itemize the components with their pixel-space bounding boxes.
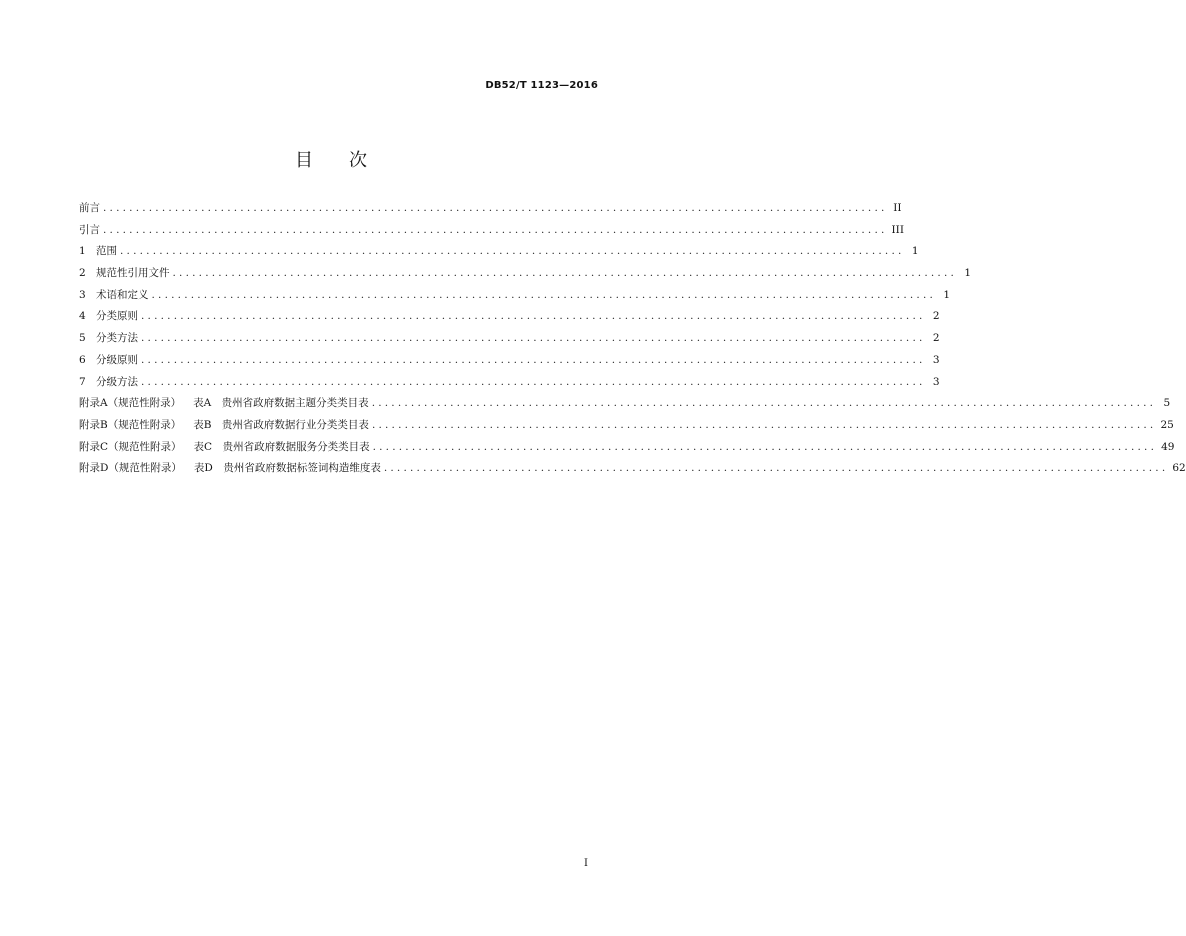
toc-entry[interactable] — [79, 243, 919, 265]
toc-leader-dots: ........................................................................................................................ — [141, 332, 926, 345]
toc-leader-dots: ........................................................................................................................ — [103, 202, 888, 214]
toc-entry-page: 3 — [932, 375, 940, 388]
table-of-contents — [79, 200, 1186, 482]
toc-title-char-2: 次 — [349, 150, 367, 171]
toc-entry-page: 62 — [1172, 462, 1186, 475]
toc-entry-label: 分级原则 — [96, 353, 138, 366]
toc-entry-label: 表D 贵州省政府数据标签词构造维度表 — [193, 462, 381, 475]
toc-entry[interactable] — [79, 417, 1174, 439]
toc-entry-page: 25 — [1160, 418, 1174, 431]
toc-annex-label: 附录D（规范性附录） — [79, 462, 182, 475]
toc-leader-dots: ........................................................................................................................ — [103, 223, 888, 236]
toc-entry-label: 引言 — [79, 223, 100, 236]
toc-leader-dots: ........................................................................................................................ — [371, 418, 1157, 431]
toc-leader-dots: ........................................................................................................................ — [151, 288, 937, 301]
toc-entry-page: II — [893, 202, 902, 214]
toc-entry-label: 分级方法 — [96, 375, 138, 388]
toc-entry-page: 1 — [911, 245, 919, 258]
toc-entry-number: 5 — [79, 332, 86, 345]
toc-leader-dots: ........................................................................................................................ — [120, 245, 905, 258]
toc-entry-page: 49 — [1161, 440, 1175, 453]
toc-leader-dots: ........................................................................................................................ — [371, 397, 1157, 410]
toc-annex-label: 附录B（规范性附录） — [79, 418, 182, 431]
toc-entry-number: 4 — [79, 310, 86, 323]
toc-entry-page: 1 — [943, 288, 951, 301]
toc-entry[interactable] — [79, 222, 904, 244]
toc-entry-number: 2 — [79, 267, 86, 280]
toc-annex-label: 附录C（规范性附录） — [79, 440, 182, 453]
toc-entry-number: 1 — [79, 245, 86, 258]
toc-entry-number: 3 — [79, 288, 86, 301]
toc-entry-label: 规范性引用文件 — [96, 267, 170, 280]
toc-entry-label: 分类方法 — [96, 332, 138, 345]
toc-entry[interactable] — [79, 265, 972, 287]
toc-entry-page: 2 — [932, 332, 940, 345]
toc-entry[interactable] — [79, 352, 940, 374]
toc-entry-page: 3 — [932, 353, 940, 366]
toc-title — [0, 146, 662, 172]
toc-entry-label: 表C 贵州省政府数据服务分类类目表 — [193, 440, 370, 453]
page-number: I — [584, 858, 588, 869]
toc-annex-label: 附录A（规范性附录） — [79, 397, 182, 410]
toc-leader-dots: ........................................................................................................................ — [141, 310, 926, 323]
toc-leader-dots: ........................................................................................................................ — [372, 440, 1158, 453]
toc-leader-dots: ........................................................................................................................ — [383, 462, 1169, 475]
toc-leader-dots: ........................................................................................................................ — [141, 353, 926, 366]
toc-entry[interactable] — [79, 330, 940, 352]
toc-entry-number: 6 — [79, 353, 86, 366]
toc-entry[interactable] — [79, 200, 902, 222]
toc-entry-page: 2 — [932, 310, 940, 323]
toc-entry-label: 表B 贵州省政府数据行业分类类目表 — [193, 418, 369, 431]
toc-entry-page: 5 — [1163, 397, 1171, 410]
toc-entry-label: 表A 贵州省政府数据主题分类类目表 — [193, 397, 369, 410]
toc-entry-label: 术语和定义 — [96, 288, 149, 301]
toc-title-char-1: 目 — [295, 150, 313, 171]
toc-entry-label: 范围 — [96, 245, 117, 258]
document-code: DB52/T 1123—2016 — [485, 80, 598, 91]
toc-entry[interactable] — [79, 287, 951, 309]
toc-entry[interactable] — [79, 374, 940, 396]
toc-entry-number: 7 — [79, 375, 86, 388]
toc-entry-label: 前言 — [79, 202, 100, 214]
toc-entry[interactable] — [79, 439, 1175, 461]
toc-entry[interactable] — [79, 308, 940, 330]
toc-leader-dots: ........................................................................................................................ — [141, 375, 926, 388]
toc-entry-page: 1 — [964, 267, 972, 280]
toc-entry[interactable] — [79, 395, 1171, 417]
toc-entry[interactable] — [79, 460, 1186, 482]
toc-entry-page: III — [891, 223, 904, 236]
toc-entry-label: 分类原则 — [96, 310, 138, 323]
toc-leader-dots: ........................................................................................................................ — [172, 267, 958, 280]
